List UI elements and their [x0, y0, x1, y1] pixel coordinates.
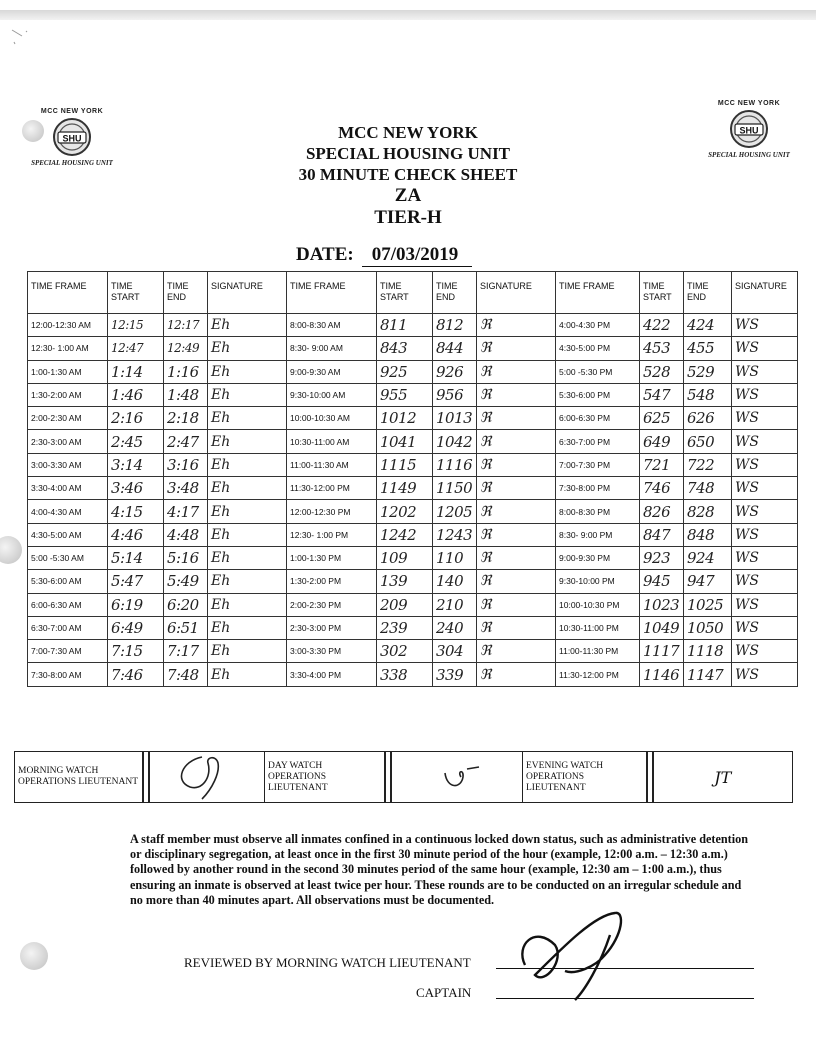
time-frame-cell: 10:30-11:00 PM: [556, 616, 640, 639]
signature-cell: ℜ: [477, 593, 556, 616]
time-start-cell: 3:46: [108, 477, 164, 500]
time-end-cell: 1025: [684, 593, 732, 616]
header-line-2: SPECIAL HOUSING UNIT: [305, 144, 511, 163]
time-end-cell: 339: [433, 663, 477, 686]
signature-cell: WS: [732, 430, 798, 453]
morning-watch-label: MORNING WATCH OPERATIONS LIEUTENANT: [15, 752, 143, 803]
policy-paragraph: A staff member must observe all inmates confined in a continuous locked down status, such as administrative detention or disciplinary segregation, at least once in the first 30 minute period of the hour (example, 12:00 a.m. – 12:30 a.m.) followed by another round in the second 30 minutes period of the same hour (example, 12:30 am – 1:00 a.m.), thus ensuring an inmate is observed at least twice per hour. These rounds are to be conducted on an irregular schedule and no more than 40 minutes apart. All observations must be documented.: [130, 832, 748, 907]
time-end-cell: 926: [433, 360, 477, 383]
captain-signature-line: [496, 985, 754, 999]
time-start-cell: 1202: [377, 500, 433, 523]
time-frame-cell: 6:00-6:30 PM: [556, 407, 640, 430]
time-frame-cell: 3:30-4:00 PM: [287, 663, 377, 686]
signature-cell: Eh: [208, 523, 287, 546]
shu-logo-left: [27, 108, 117, 188]
time-end-cell: 1118: [684, 640, 732, 663]
table-row: [28, 337, 798, 360]
time-frame-cell: 3:00-3:30 AM: [28, 453, 108, 476]
reviewed-signature-line: [496, 955, 754, 969]
time-end-cell: 110: [433, 546, 477, 569]
signature-cell: WS: [732, 407, 798, 430]
time-frame-cell: 8:00-8:30 PM: [556, 500, 640, 523]
time-start-cell: 1117: [640, 640, 684, 663]
table-row: [28, 477, 798, 500]
time-start-cell: 1023: [640, 593, 684, 616]
time-frame-cell: 11:00-11:30 PM: [556, 640, 640, 663]
time-frame-cell: 4:00-4:30 AM: [28, 500, 108, 523]
scan-edge: [0, 10, 816, 20]
time-start-cell: 2:45: [108, 430, 164, 453]
header-tier: TIER-H: [374, 207, 442, 228]
time-frame-cell: 3:30-4:00 AM: [28, 477, 108, 500]
signature-cell: WS: [732, 546, 798, 569]
time-frame-cell: 9:30-10:00 AM: [287, 383, 377, 406]
time-frame-cell: 1:30-2:00 PM: [287, 570, 377, 593]
header-unit: ZA: [394, 185, 422, 206]
time-frame-cell: 6:00-6:30 AM: [28, 593, 108, 616]
time-end-cell: 828: [684, 500, 732, 523]
header-line-1: MCC NEW YORK: [338, 123, 478, 142]
punch-hole: [0, 536, 22, 564]
column-header: TIME FRAME: [287, 272, 377, 314]
column-header: TIME END: [164, 272, 208, 314]
handwritten-signature-icon: [427, 759, 487, 795]
time-end-cell: 5:16: [164, 546, 208, 569]
time-frame-cell: 9:00-9:30 AM: [287, 360, 377, 383]
time-end-cell: 844: [433, 337, 477, 360]
signature-cell: Eh: [208, 337, 287, 360]
time-frame-cell: 11:30-12:00 PM: [287, 477, 377, 500]
time-end-cell: 2:18: [164, 407, 208, 430]
table-row: [28, 407, 798, 430]
time-end-cell: 4:48: [164, 523, 208, 546]
time-frame-cell: 4:30-5:00 PM: [556, 337, 640, 360]
time-frame-cell: 2:30-3:00 PM: [287, 616, 377, 639]
signature-cell: ℜ: [477, 640, 556, 663]
handwritten-signature-icon: [172, 753, 242, 801]
punch-hole: [20, 942, 48, 970]
time-frame-cell: 10:00-10:30 AM: [287, 407, 377, 430]
time-start-cell: 239: [377, 616, 433, 639]
shu-logo-right: [704, 100, 794, 180]
time-frame-cell: 11:00-11:30 AM: [287, 453, 377, 476]
time-start-cell: 843: [377, 337, 433, 360]
time-start-cell: 847: [640, 523, 684, 546]
time-start-cell: 209: [377, 593, 433, 616]
time-end-cell: 748: [684, 477, 732, 500]
table-row: [28, 640, 798, 663]
time-frame-cell: 7:00-7:30 AM: [28, 640, 108, 663]
signature-cell: ℜ: [477, 383, 556, 406]
signature-cell: WS: [732, 477, 798, 500]
signature-cell: WS: [732, 337, 798, 360]
time-start-cell: 12:47: [108, 337, 164, 360]
time-start-cell: 453: [640, 337, 684, 360]
time-start-cell: 528: [640, 360, 684, 383]
time-start-cell: 1041: [377, 430, 433, 453]
signature-cell: Eh: [208, 314, 287, 337]
time-end-cell: 1:16: [164, 360, 208, 383]
date-label: DATE:: [296, 244, 354, 265]
time-end-cell: 1243: [433, 523, 477, 546]
day-watch-signature: [391, 752, 523, 803]
time-start-cell: 338: [377, 663, 433, 686]
time-frame-cell: 10:30-11:00 AM: [287, 430, 377, 453]
time-end-cell: 722: [684, 453, 732, 476]
time-frame-cell: 5:00 -5:30 PM: [556, 360, 640, 383]
time-start-cell: 12:15: [108, 314, 164, 337]
time-end-cell: 956: [433, 383, 477, 406]
column-header: TIME END: [684, 272, 732, 314]
time-end-cell: 1150: [433, 477, 477, 500]
table-row: [28, 360, 798, 383]
day-watch-label: DAY WATCH OPERATIONS LIEUTENANT: [265, 752, 385, 803]
time-start-cell: 1242: [377, 523, 433, 546]
time-frame-cell: 7:30-8:00 PM: [556, 477, 640, 500]
signature-cell: ℜ: [477, 314, 556, 337]
logo-top-text: MCC NEW YORK: [717, 100, 781, 107]
time-start-cell: 945: [640, 570, 684, 593]
time-start-cell: 2:16: [108, 407, 164, 430]
signature-cell: WS: [732, 663, 798, 686]
sheet-header: [258, 122, 558, 229]
logo-top-text: MCC NEW YORK: [40, 108, 104, 115]
signature-cell: ℜ: [477, 407, 556, 430]
signature-cell: ℜ: [477, 500, 556, 523]
table-row: [28, 570, 798, 593]
signature-cell: WS: [732, 383, 798, 406]
evening-watch-label: EVENING WATCH OPERATIONS LIEUTENANT: [523, 752, 647, 803]
time-start-cell: 925: [377, 360, 433, 383]
time-end-cell: 548: [684, 383, 732, 406]
time-start-cell: 6:49: [108, 616, 164, 639]
time-end-cell: 1147: [684, 663, 732, 686]
column-header: TIME START: [377, 272, 433, 314]
time-end-cell: 1205: [433, 500, 477, 523]
time-frame-cell: 9:30-10:00 PM: [556, 570, 640, 593]
signature-cell: WS: [732, 360, 798, 383]
time-end-cell: 812: [433, 314, 477, 337]
signature-cell: Eh: [208, 640, 287, 663]
column-header: TIME FRAME: [28, 272, 108, 314]
time-frame-cell: 1:00-1:30 PM: [287, 546, 377, 569]
time-start-cell: 721: [640, 453, 684, 476]
time-frame-cell: 12:30- 1:00 AM: [28, 337, 108, 360]
time-frame-cell: 2:00-2:30 PM: [287, 593, 377, 616]
time-frame-cell: 12:00-12:30 AM: [28, 314, 108, 337]
time-end-cell: 529: [684, 360, 732, 383]
time-start-cell: 139: [377, 570, 433, 593]
table-row: [28, 453, 798, 476]
time-start-cell: 1115: [377, 453, 433, 476]
signature-cell: Eh: [208, 360, 287, 383]
signature-cell: Eh: [208, 477, 287, 500]
time-start-cell: 1012: [377, 407, 433, 430]
time-frame-cell: 10:00-10:30 PM: [556, 593, 640, 616]
time-frame-cell: 2:30-3:00 AM: [28, 430, 108, 453]
time-frame-cell: 2:00-2:30 AM: [28, 407, 108, 430]
time-end-cell: 4:17: [164, 500, 208, 523]
signature-cell: Eh: [208, 383, 287, 406]
time-frame-cell: 8:30- 9:00 AM: [287, 337, 377, 360]
time-frame-cell: 5:30-6:00 PM: [556, 383, 640, 406]
signature-cell: WS: [732, 453, 798, 476]
time-end-cell: 5:49: [164, 570, 208, 593]
time-end-cell: 650: [684, 430, 732, 453]
time-end-cell: 140: [433, 570, 477, 593]
time-start-cell: 4:15: [108, 500, 164, 523]
table-row: [28, 314, 798, 337]
time-frame-cell: 3:00-3:30 PM: [287, 640, 377, 663]
signature-cell: Eh: [208, 616, 287, 639]
signature-cell: WS: [732, 570, 798, 593]
time-end-cell: 6:20: [164, 593, 208, 616]
check-log-table: [27, 271, 798, 687]
shu-badge-icon: [48, 117, 96, 157]
column-header: TIME FRAME: [556, 272, 640, 314]
logo-badge-text: SHU: [62, 133, 82, 144]
column-header: TIME START: [640, 272, 684, 314]
time-start-cell: 955: [377, 383, 433, 406]
signature-cell: ℜ: [477, 546, 556, 569]
time-end-cell: 947: [684, 570, 732, 593]
time-end-cell: 210: [433, 593, 477, 616]
time-start-cell: 826: [640, 500, 684, 523]
time-end-cell: 924: [684, 546, 732, 569]
time-start-cell: 5:47: [108, 570, 164, 593]
time-start-cell: 5:14: [108, 546, 164, 569]
time-frame-cell: 9:00-9:30 PM: [556, 546, 640, 569]
time-start-cell: 625: [640, 407, 684, 430]
time-frame-cell: 4:00-4:30 PM: [556, 314, 640, 337]
time-end-cell: 2:47: [164, 430, 208, 453]
table-row: [28, 593, 798, 616]
time-frame-cell: 12:30- 1:00 PM: [287, 523, 377, 546]
time-start-cell: 422: [640, 314, 684, 337]
signature-cell: WS: [732, 314, 798, 337]
time-frame-cell: 5:00 -5:30 AM: [28, 546, 108, 569]
time-end-cell: 455: [684, 337, 732, 360]
captain-label: CAPTAIN: [416, 985, 472, 1000]
table-row: [28, 500, 798, 523]
time-end-cell: 7:17: [164, 640, 208, 663]
signature-cell: Eh: [208, 500, 287, 523]
time-start-cell: 4:46: [108, 523, 164, 546]
time-start-cell: 1:46: [108, 383, 164, 406]
time-start-cell: 811: [377, 314, 433, 337]
watch-row: [15, 752, 793, 803]
time-frame-cell: 7:30-8:00 AM: [28, 663, 108, 686]
time-start-cell: 7:46: [108, 663, 164, 686]
signature-cell: WS: [732, 523, 798, 546]
logo-bottom-text: SPECIAL HOUSING UNIT: [708, 151, 790, 159]
logo-bottom-text: SPECIAL HOUSING UNIT: [31, 159, 113, 167]
morning-watch-signature: [149, 752, 265, 803]
time-end-cell: 1042: [433, 430, 477, 453]
table-row: [28, 663, 798, 686]
time-start-cell: 302: [377, 640, 433, 663]
table-row: [28, 383, 798, 406]
time-end-cell: 1116: [433, 453, 477, 476]
time-end-cell: 1050: [684, 616, 732, 639]
time-frame-cell: 6:30-7:00 AM: [28, 616, 108, 639]
signature-cell: Eh: [208, 570, 287, 593]
table-row: [28, 523, 798, 546]
time-start-cell: 6:19: [108, 593, 164, 616]
time-frame-cell: 6:30-7:00 PM: [556, 430, 640, 453]
time-frame-cell: 4:30-5:00 AM: [28, 523, 108, 546]
signature-cell: WS: [732, 640, 798, 663]
time-end-cell: 1013: [433, 407, 477, 430]
time-end-cell: 304: [433, 640, 477, 663]
time-start-cell: 7:15: [108, 640, 164, 663]
header-line-3: 30 MINUTE CHECK SHEET: [298, 165, 518, 184]
signature-cell: Eh: [208, 663, 287, 686]
reviewed-label: REVIEWED BY MORNING WATCH LIEUTENANT: [184, 955, 471, 970]
time-end-cell: 6:51: [164, 616, 208, 639]
signature-cell: WS: [732, 616, 798, 639]
column-header: SIGNATURE: [477, 272, 556, 314]
time-end-cell: 3:16: [164, 453, 208, 476]
check-log-body: [28, 314, 798, 687]
watch-lieutenant-table: [14, 751, 793, 803]
signature-cell: ℜ: [477, 477, 556, 500]
time-start-cell: 547: [640, 383, 684, 406]
signature-cell: Eh: [208, 430, 287, 453]
signature-cell: Eh: [208, 453, 287, 476]
shu-badge-icon: [725, 109, 773, 149]
date-field: [296, 244, 556, 267]
time-frame-cell: 1:30-2:00 AM: [28, 383, 108, 406]
time-frame-cell: 1:00-1:30 AM: [28, 360, 108, 383]
signature-cell: Eh: [208, 593, 287, 616]
evening-watch-initials: JT: [653, 752, 793, 803]
signature-cell: ℜ: [477, 663, 556, 686]
time-frame-cell: 7:00-7:30 PM: [556, 453, 640, 476]
time-start-cell: 109: [377, 546, 433, 569]
signature-cell: WS: [732, 500, 798, 523]
time-start-cell: 3:14: [108, 453, 164, 476]
signature-cell: Eh: [208, 546, 287, 569]
signature-cell: ℜ: [477, 523, 556, 546]
table-row: [28, 430, 798, 453]
time-end-cell: 240: [433, 616, 477, 639]
signature-cell: ℜ: [477, 453, 556, 476]
time-start-cell: 923: [640, 546, 684, 569]
date-value: 07/03/2019: [362, 244, 473, 267]
time-start-cell: 1146: [640, 663, 684, 686]
signature-cell: ℜ: [477, 337, 556, 360]
time-start-cell: 1049: [640, 616, 684, 639]
time-end-cell: 626: [684, 407, 732, 430]
signature-cell: ℜ: [477, 430, 556, 453]
signature-cell: Eh: [208, 407, 287, 430]
time-end-cell: 424: [684, 314, 732, 337]
time-frame-cell: 5:30-6:00 AM: [28, 570, 108, 593]
column-header: SIGNATURE: [732, 272, 798, 314]
time-end-cell: 12:17: [164, 314, 208, 337]
logo-badge-text: SHU: [739, 125, 759, 136]
time-end-cell: 1:48: [164, 383, 208, 406]
table-row: [28, 616, 798, 639]
signature-cell: ℜ: [477, 616, 556, 639]
table-header-row: [28, 272, 798, 314]
signature-cell: ℜ: [477, 360, 556, 383]
signature-cell: ℜ: [477, 570, 556, 593]
time-frame-cell: 8:30- 9:00 PM: [556, 523, 640, 546]
column-header: TIME END: [433, 272, 477, 314]
scan-mark-icon: [10, 28, 30, 46]
signature-cell: WS: [732, 593, 798, 616]
time-start-cell: 1:14: [108, 360, 164, 383]
table-row: [28, 546, 798, 569]
time-frame-cell: 8:00-8:30 AM: [287, 314, 377, 337]
time-start-cell: 649: [640, 430, 684, 453]
time-end-cell: 7:48: [164, 663, 208, 686]
time-end-cell: 3:48: [164, 477, 208, 500]
column-header: SIGNATURE: [208, 272, 287, 314]
time-start-cell: 1149: [377, 477, 433, 500]
time-end-cell: 12:49: [164, 337, 208, 360]
column-header: TIME START: [108, 272, 164, 314]
time-start-cell: 746: [640, 477, 684, 500]
time-frame-cell: 11:30-12:00 PM: [556, 663, 640, 686]
time-frame-cell: 12:00-12:30 PM: [287, 500, 377, 523]
time-end-cell: 848: [684, 523, 732, 546]
reviewed-line: [184, 955, 754, 971]
